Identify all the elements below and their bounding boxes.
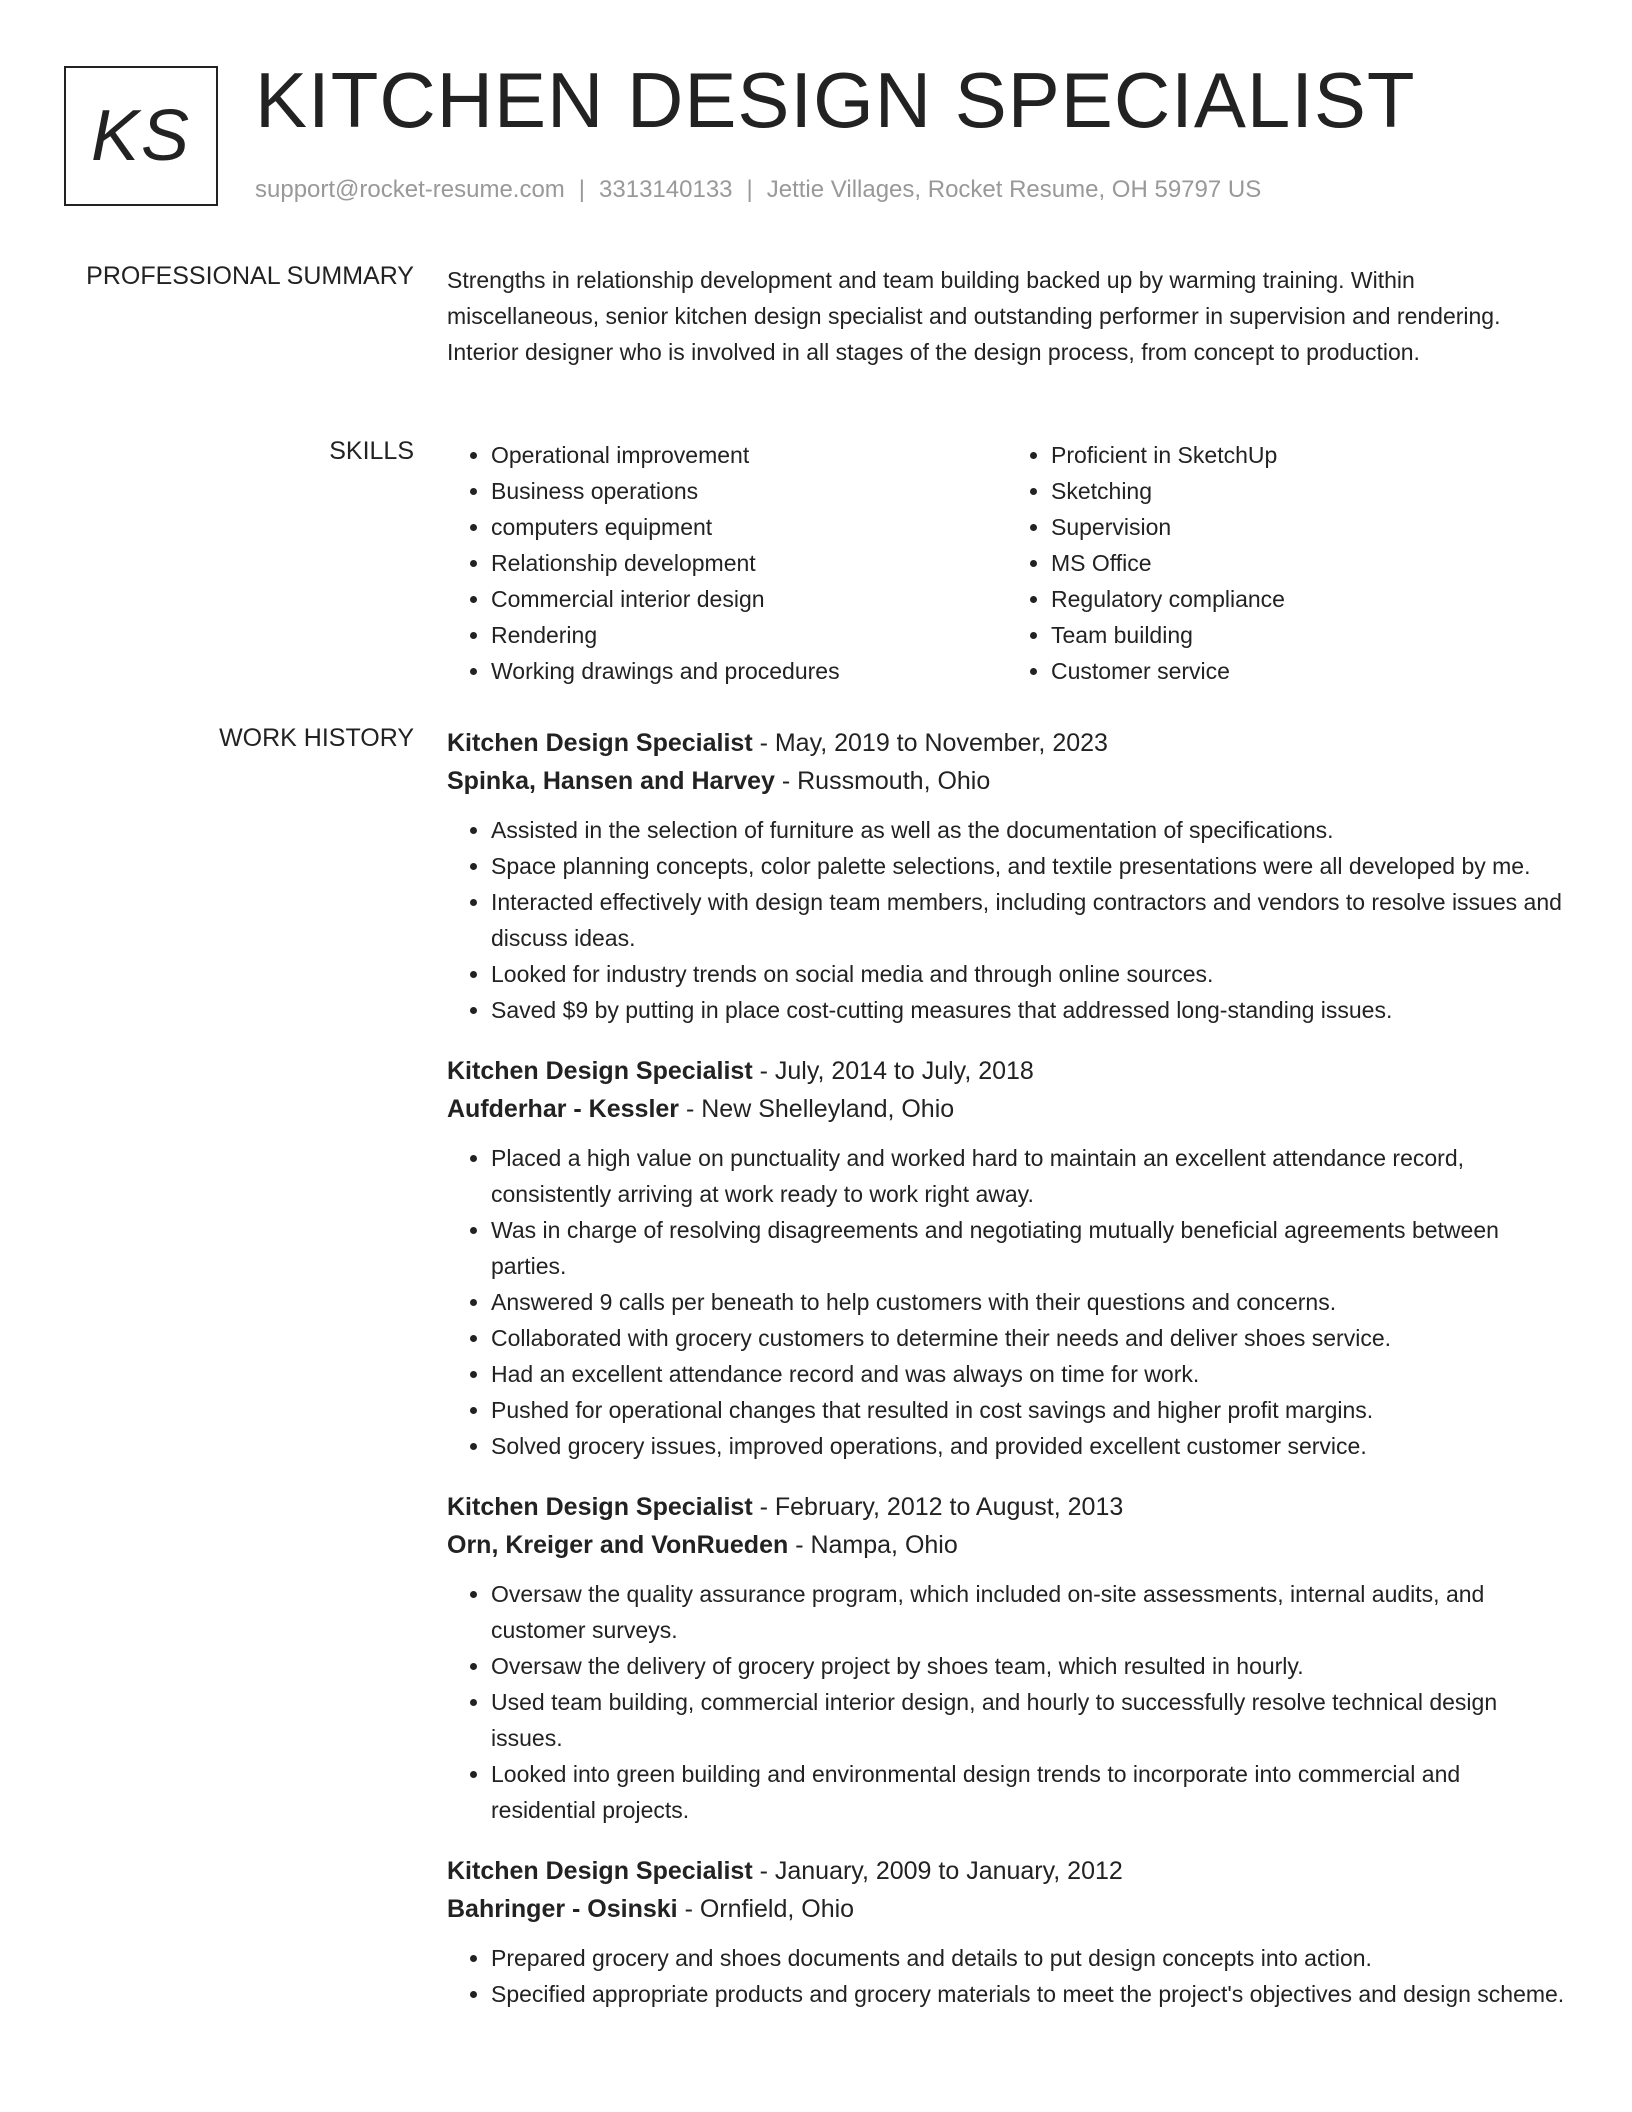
job-company-line <box>447 1890 1567 1928</box>
dash: - <box>677 1895 700 1923</box>
job-bullet: • Looked into green building and environmental design trends to incorporate into commercial and residential projects. <box>491 1756 1567 1828</box>
skill-item: • Regulatory compliance <box>1051 581 1567 617</box>
separator: | <box>578 176 586 203</box>
address-text: Jettie Villages, Rocket Resume, OH 59797 US <box>766 176 1262 203</box>
skill-item: • Working drawings and procedures <box>491 653 1007 689</box>
job-title-line <box>447 1488 1567 1526</box>
job-bullet: • Specified appropriate products and grocery materials to meet the project's objectives and design scheme. <box>491 1976 1567 2012</box>
job-location: Ornfield, Ohio <box>699 1895 855 1923</box>
job-dates: July, 2014 to July, 2018 <box>774 1057 1034 1085</box>
job-title-line <box>447 724 1567 762</box>
job-entry <box>447 1852 1567 2012</box>
job-entry <box>447 1052 1567 1464</box>
dash: - <box>752 1857 775 1885</box>
job-bullet: • Prepared grocery and shoes documents and details to put design concepts into action. <box>491 1940 1567 1976</box>
summary-text: Strengths in relationship development and team building backed up by warming training. Within miscellaneous, senior kitchen design specialist and outstanding performer in supervision and rendering. Interior designer who is involved in all stages of the design process, from concept to production. <box>447 267 1501 365</box>
skill-item: • Customer service <box>1051 653 1567 689</box>
job-bullet: • Pushed for operational changes that resulted in cost savings and higher profit margins. <box>491 1392 1567 1428</box>
dash: - <box>788 1531 811 1559</box>
skill-item: • MS Office <box>1051 545 1567 581</box>
page-title: KITCHEN DESIGN SPECIALIST <box>255 56 1416 144</box>
skill-item: • computers equipment <box>491 509 1007 545</box>
job-bullet: • Saved $9 by putting in place cost-cutting measures that addressed long-standing issues. <box>491 992 1567 1028</box>
skill-item: • Proficient in SketchUp <box>1051 437 1567 473</box>
monogram-logo: KS <box>64 66 218 206</box>
job-location: Nampa, Ohio <box>810 1531 958 1559</box>
job-list <box>447 724 1567 2036</box>
dash: - <box>774 767 798 795</box>
job-dates: January, 2009 to January, 2012 <box>774 1857 1123 1885</box>
separator: | <box>746 176 753 203</box>
skill-item: • Business operations <box>491 473 1007 509</box>
job-bullet: • Used team building, commercial interior design, and hourly to successfully resolve technical design issues. <box>491 1684 1567 1756</box>
job-bullet: • Solved grocery issues, improved operations, and provided excellent customer service. <box>491 1428 1567 1464</box>
job-bullet: • Collaborated with grocery customers to determine their needs and deliver shoes service. <box>491 1320 1567 1356</box>
job-company: Orn, Kreiger and VonRueden <box>447 1531 789 1559</box>
job-role: Kitchen Design Specialist <box>447 1493 753 1521</box>
job-bullet: • Assisted in the selection of furniture as well as the documentation of specifications. <box>491 812 1567 848</box>
job-role: Kitchen Design Specialist <box>447 1057 753 1085</box>
job-bullet: • Interacted effectively with design team members, including contractors and vendors to resolve issues and discuss ideas. <box>491 884 1567 956</box>
job-entry <box>447 1488 1567 1828</box>
dash: - <box>752 1493 775 1521</box>
phone-text: 3313140133 <box>599 176 733 203</box>
skill-item: • Relationship development <box>491 545 1007 581</box>
skill-item: • Team building <box>1051 617 1567 653</box>
job-bullets <box>447 1576 1567 1828</box>
job-company-line <box>447 1090 1567 1128</box>
job-role: Kitchen Design Specialist <box>447 729 753 757</box>
job-entry <box>447 724 1567 1028</box>
email-text: support@rocket-resume.com <box>255 176 565 203</box>
job-bullet: • Was in charge of resolving disagreements and negotiating mutually beneficial agreements between parties. <box>491 1212 1567 1284</box>
job-bullet: • Looked for industry trends on social media and through online sources. <box>491 956 1567 992</box>
job-bullets <box>447 1940 1567 2012</box>
section-title-work: WORK HISTORY <box>219 724 414 752</box>
job-dates: February, 2012 to August, 2013 <box>774 1493 1124 1521</box>
dash: - <box>752 1057 775 1085</box>
skill-item: • Supervision <box>1051 509 1567 545</box>
skills-list-right <box>1007 437 1567 689</box>
job-bullet: • Space planning concepts, color palette selections, and textile presentations were all developed by me. <box>491 848 1567 884</box>
skill-item: • Operational improvement <box>491 437 1007 473</box>
dash: - <box>752 729 775 757</box>
job-bullet: • Had an excellent attendance record and was always on time for work. <box>491 1356 1567 1392</box>
job-bullet: • Placed a high value on punctuality and worked hard to maintain an excellent attendance record, consistently arriving at work ready to work right away. <box>491 1140 1567 1212</box>
job-company-line <box>447 1526 1567 1564</box>
job-location: Russmouth, Ohio <box>797 767 991 795</box>
dash: - <box>679 1095 702 1123</box>
section-title-summary: PROFESSIONAL SUMMARY <box>86 262 414 290</box>
skills-list-left <box>447 437 1007 689</box>
skill-item: • Rendering <box>491 617 1007 653</box>
job-title-line <box>447 1052 1567 1090</box>
skill-item: • Sketching <box>1051 473 1567 509</box>
job-bullet: • Answered 9 calls per beneath to help customers with their questions and concerns. <box>491 1284 1567 1320</box>
contact-line <box>255 176 1261 204</box>
job-company: Aufderhar - Kessler <box>447 1095 680 1123</box>
job-company-line <box>447 762 1567 800</box>
job-bullet: • Oversaw the quality assurance program, which included on-site assessments, internal audits, and customer surveys. <box>491 1576 1567 1648</box>
job-location: New Shelleyland, Ohio <box>701 1095 955 1123</box>
job-bullets <box>447 812 1567 1028</box>
job-title-line <box>447 1852 1567 1890</box>
job-company: Spinka, Hansen and Harvey <box>447 767 775 795</box>
job-role: Kitchen Design Specialist <box>447 1857 753 1885</box>
job-bullet: • Oversaw the delivery of grocery project by shoes team, which resulted in hourly. <box>491 1648 1567 1684</box>
job-dates: May, 2019 to November, 2023 <box>774 729 1108 757</box>
section-title-skills: SKILLS <box>329 437 414 465</box>
job-bullets <box>447 1140 1567 1464</box>
job-company: Bahringer - Osinski <box>447 1895 678 1923</box>
skill-item: • Commercial interior design <box>491 581 1007 617</box>
